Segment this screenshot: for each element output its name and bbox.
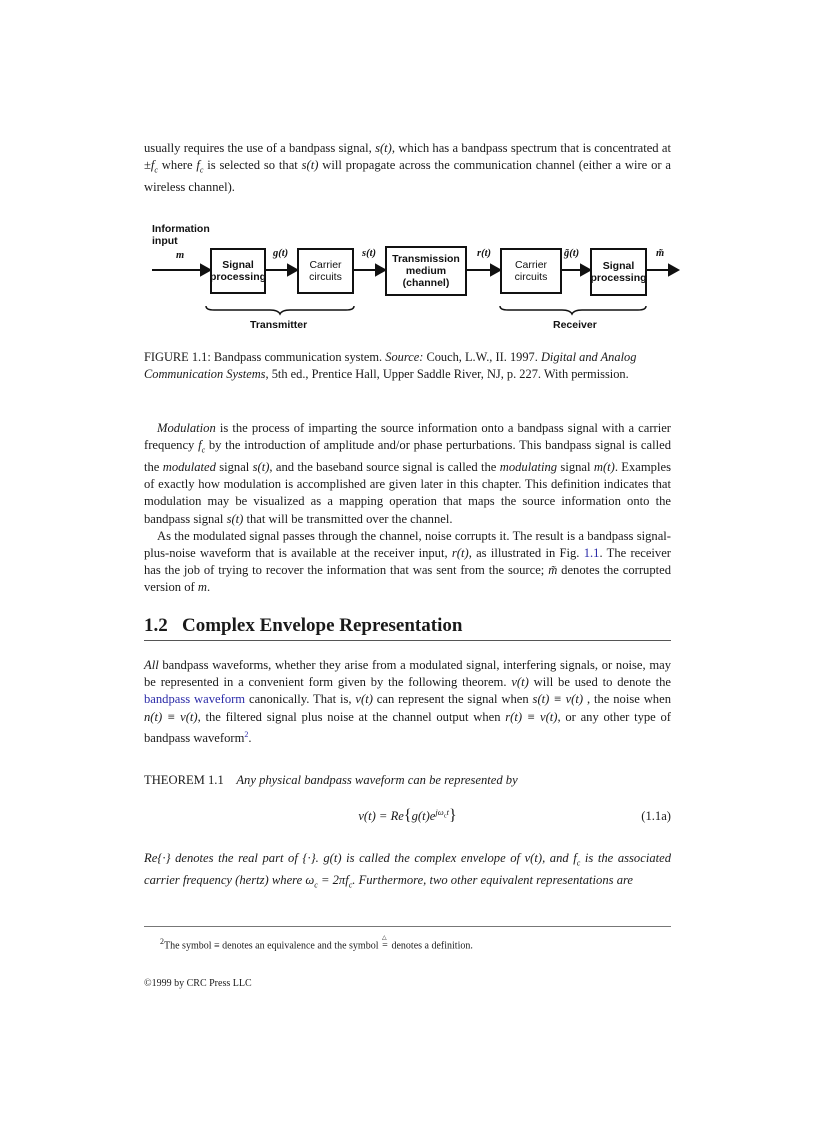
figure-caption bbox=[144, 349, 671, 383]
theorem-statement bbox=[144, 772, 671, 789]
equation-g-e: g(t)e bbox=[411, 809, 436, 824]
body-text: that will be transmitted over the channel. bbox=[243, 511, 453, 526]
theorem-label: THEOREM 1.1 bbox=[144, 773, 224, 787]
caption-text: FIGURE 1.1: Bandpass communication system. bbox=[144, 350, 386, 364]
math-s-t: s(t) bbox=[375, 141, 392, 155]
block-diagram-figure bbox=[144, 218, 684, 338]
equation-lhs: v(t) = bbox=[358, 809, 391, 824]
signal-m-tilde: m̃ bbox=[656, 248, 665, 259]
figure-reference-link[interactable]: 1.1 bbox=[583, 545, 600, 560]
section-title: Complex Envelope Representation bbox=[182, 615, 463, 636]
body-text: will be used to denote the bbox=[528, 675, 671, 690]
equation-number: (1.1a) bbox=[641, 809, 671, 823]
bandpass-waveform-link[interactable]: bandpass waveform bbox=[144, 692, 246, 707]
math-equiv-r: r(t) ≡ v(t) bbox=[505, 709, 558, 724]
caption-book-title: Digital and Analog Communication Systems bbox=[144, 350, 637, 381]
body-text: , and the baseband source signal is called the bbox=[269, 459, 500, 474]
intro-text: usually requires the use of a bandpass signal, bbox=[144, 141, 376, 155]
footnote-mark: 2 bbox=[160, 937, 164, 946]
theorem-text: Any physical bandpass waveform can be represented by bbox=[236, 773, 518, 787]
theorem-text: is the associated carrier frequency (hertz) where ω bbox=[144, 851, 671, 887]
copyright bbox=[144, 975, 671, 992]
caption-source: Source: bbox=[385, 350, 424, 364]
body-text: As the modulated signal passes through the channel, noise corrupts it. The result is a bandpass signal-plus-noise waveform that is available at the receiver input, bbox=[144, 528, 671, 560]
intro-text: , which has a bandpass spectrum that is concentrated at ± bbox=[144, 141, 672, 173]
body-text: , the filtered signal plus noise at the channel output when bbox=[197, 709, 506, 724]
input-label: Information input bbox=[152, 223, 210, 247]
body-text: , or any other type of bandpass waveform bbox=[144, 709, 671, 745]
math-fc: $f_c$ bbox=[150, 158, 158, 175]
equation-re: Re bbox=[390, 809, 404, 824]
transmission-medium-box: Transmission medium (channel) bbox=[385, 246, 467, 296]
footnote bbox=[160, 935, 671, 952]
math-fc: $f_c$ bbox=[198, 438, 206, 455]
theorem-text: . Furthermore, two other equivalent representations are bbox=[352, 872, 634, 887]
body-text: signal bbox=[215, 459, 253, 474]
definition-equals: = bbox=[382, 940, 388, 952]
body-text: bandpass waveforms, whether they arise from a modulated signal, interfering signals, or noise, may be represented in a convenient form given by the following theorem. bbox=[144, 658, 671, 690]
receiver-label: Receiver bbox=[553, 319, 597, 331]
receiver-brace bbox=[500, 306, 646, 314]
copyright-text: ©1999 by CRC Press LLC bbox=[144, 978, 252, 989]
signal-processing-box: Signal processing bbox=[210, 248, 266, 294]
math-m-tilde: m̃ bbox=[548, 563, 558, 578]
body-text: . The receiver has the job of trying to recover the information that was sent from the source; bbox=[144, 545, 671, 578]
equation-body: $v(t) = Re\{g(t)e^{j\omega_ct}\}$ bbox=[358, 807, 457, 825]
math-s-t: s(t) bbox=[252, 459, 270, 474]
math-fc-f: f bbox=[150, 158, 155, 173]
math-s-t: s(t) bbox=[301, 158, 319, 173]
body-text: . Examples of exactly how modulation is accomplished are given later in this chapter. This definition indicates that modulation may be visualized as a mapping operation that maps the source information onto the bandpass signal bbox=[144, 459, 671, 526]
math-r-t: r(t) bbox=[451, 545, 469, 560]
math-v-t: v(t) bbox=[355, 692, 373, 707]
math-fc: $f_c$ bbox=[196, 158, 204, 175]
body-text: by the introduction of amplitude and/or phase perturbations. This bandpass signal is called the bbox=[144, 438, 671, 474]
footnote-text: The symbol ≡ denotes an equivalence and the symbol bbox=[164, 940, 381, 952]
math-s-t: s(t) bbox=[226, 511, 244, 526]
subscript: c bbox=[348, 880, 353, 890]
math-equiv-n: n(t) ≡ v(t) bbox=[144, 709, 198, 724]
intro-paragraph bbox=[144, 140, 671, 196]
body-text: , as illustrated in Fig. bbox=[468, 545, 584, 560]
subscript: c bbox=[576, 858, 581, 868]
math-m-t: m(t) bbox=[593, 459, 615, 474]
intro-text: will propagate across the communication channel (either a wire or a wireless channel). bbox=[144, 158, 671, 194]
body-text: , the noise when bbox=[583, 692, 671, 707]
term-modulation: Modulation bbox=[157, 421, 216, 435]
section-heading bbox=[144, 615, 671, 637]
input-symbol: m bbox=[176, 250, 185, 261]
signal-s-t: s(t) bbox=[362, 248, 376, 259]
body-text: can represent the signal when bbox=[372, 692, 533, 707]
intro-text: is selected so that bbox=[203, 158, 302, 173]
carrier-circuits-box: Carrier circuits bbox=[297, 248, 354, 294]
definition-symbol bbox=[381, 935, 389, 952]
body-text: canonically. That is, bbox=[245, 692, 356, 707]
caption-text: , 5th ed., Prentice Hall, Upper Saddle River, NJ, p. 227. With permission. bbox=[265, 367, 629, 381]
body-text: is the process of imparting the source information onto a bandpass signal with a carrier frequency bbox=[144, 421, 671, 453]
body-text: . bbox=[206, 580, 211, 595]
complex-envelope-paragraph bbox=[144, 657, 671, 747]
delta-glyph: △ bbox=[381, 935, 387, 942]
math-equiv-s: s(t) ≡ v(t) bbox=[532, 692, 584, 707]
signal-g-tilde-t: g̃(t) bbox=[564, 248, 580, 259]
theorem-text: = 2πf bbox=[317, 872, 349, 887]
term-all: All bbox=[144, 658, 159, 672]
signal-r-t: r(t) bbox=[477, 248, 491, 259]
theorem-text: Re{·} denotes the real part of {·}. g(t) is called the complex envelope of v(t), and f bbox=[144, 851, 577, 865]
term-modulated: modulated bbox=[162, 459, 216, 474]
modulation-paragraph bbox=[144, 420, 671, 597]
equation-exponent-t: t bbox=[446, 807, 449, 817]
subscript: c bbox=[314, 880, 318, 890]
caption-text: Couch, L.W., II. 1997. bbox=[423, 350, 541, 364]
transmitter-label: Transmitter bbox=[250, 319, 308, 331]
equation-exponent-sub: c bbox=[443, 812, 447, 820]
body-text: signal bbox=[557, 459, 594, 474]
receiver-signal-processing-box: Signal processing bbox=[590, 248, 647, 296]
footnote-text: denotes a definition. bbox=[388, 940, 473, 952]
footnote-marker-link[interactable]: 2 bbox=[244, 729, 249, 739]
section-number: 1.2 bbox=[144, 615, 168, 636]
transmitter-brace bbox=[206, 306, 354, 314]
theorem-continuation bbox=[144, 850, 671, 893]
receiver-carrier-circuits-box: Carrier circuits bbox=[500, 248, 562, 294]
body-text: denotes the corrupted version of bbox=[144, 563, 671, 595]
footnote-rule bbox=[144, 926, 671, 927]
math-v-t: v(t) bbox=[511, 675, 529, 690]
body-text: . bbox=[248, 731, 252, 745]
term-modulating: modulating bbox=[499, 459, 558, 474]
equation-1-1a bbox=[144, 807, 671, 825]
signal-g-t: g(t) bbox=[273, 248, 289, 259]
intro-text: where bbox=[157, 158, 197, 173]
math-m: m bbox=[197, 580, 207, 595]
equation-exponent: jω bbox=[435, 807, 444, 817]
section-rule bbox=[144, 640, 671, 641]
arrow-head bbox=[201, 265, 210, 275]
